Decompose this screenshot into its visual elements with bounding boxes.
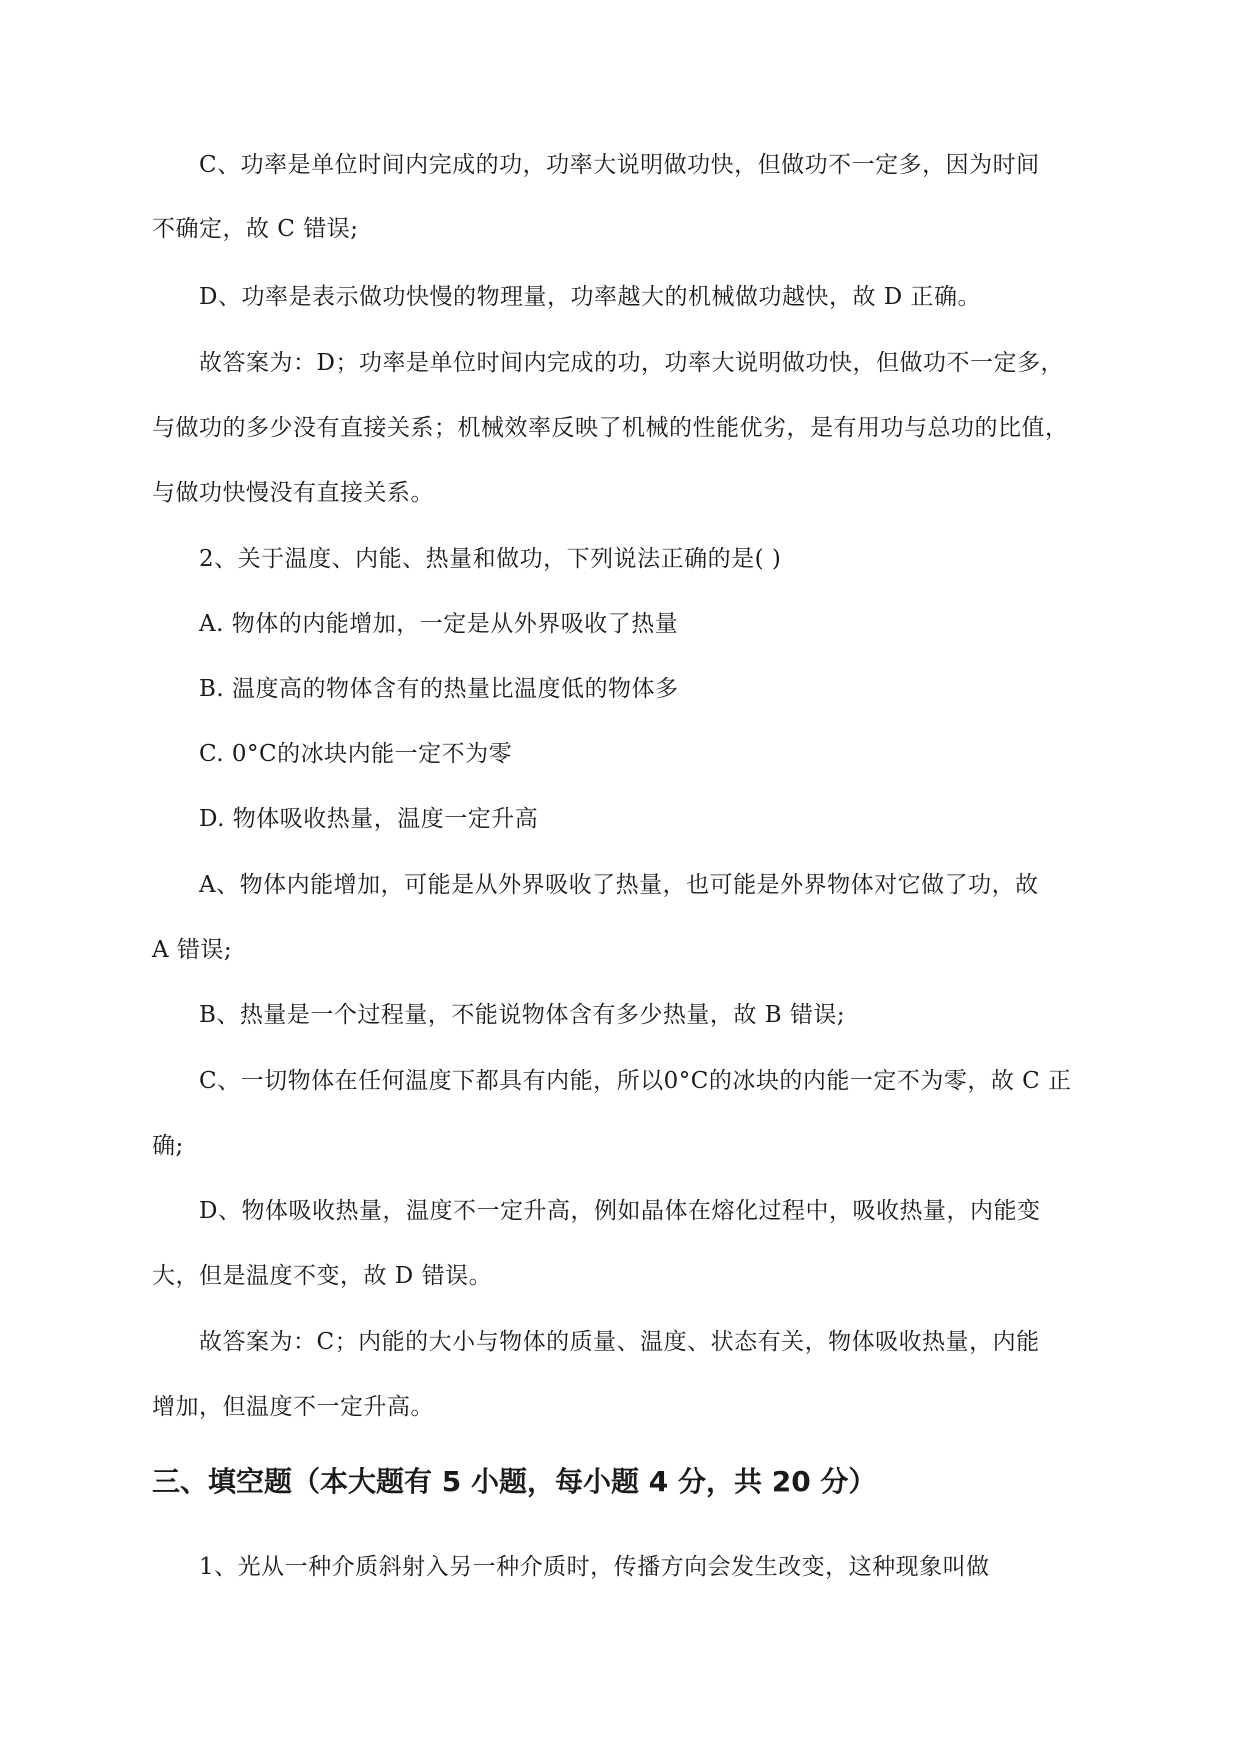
text-line: C、功率是单位时间内完成的功，功率大说明做功快，但做功不一定多，因为时间 <box>199 152 1040 178</box>
text-line: B、热量是一个过程量，不能说物体含有多少热量，故 B 错误; <box>199 1002 846 1028</box>
text-line: A 错误; <box>152 937 233 963</box>
question-text: 2、关于温度、内能、热量和做功，下列说法正确的是( ) <box>199 546 782 572</box>
option-c: C. 0°C的冰块内能一定不为零 <box>199 741 513 767</box>
text-line: 与做功的多少没有直接关系；机械效率反映了机械的性能优劣，是有用功与总功的比值， <box>152 415 1069 441</box>
option-a: A. 物体的内能增加，一定是从外界吸收了热量 <box>199 611 679 637</box>
text-line: 增加，但温度不一定升高。 <box>152 1394 434 1420</box>
option-d: D. 物体吸收热量，温度一定升高 <box>199 806 539 832</box>
text-line: D、功率是表示做功快慢的物理量，功率越大的机械做功越快，故 D 正确。 <box>199 284 982 310</box>
text-line: 确; <box>152 1133 184 1159</box>
text-line: 故答案为：C；内能的大小与物体的质量、温度、状态有关，物体吸收热量，内能 <box>199 1329 1040 1355</box>
text-line: 与做功快慢没有直接关系。 <box>152 480 434 506</box>
section-heading: 三、填空题（本大题有 5 小题，每小题 4 分，共 20 分） <box>152 1465 877 1498</box>
text-line: 不确定，故 C 错误; <box>152 216 359 242</box>
text-line: 大，但是温度不变，故 D 错误。 <box>152 1263 493 1289</box>
text-line: C、一切物体在任何温度下都具有内能，所以0°C的冰块的内能一定不为零，故 C 正 <box>199 1068 1072 1094</box>
question-text: 1、光从一种介质斜射入另一种介质时，传播方向会发生改变，这种现象叫做 <box>199 1554 990 1580</box>
text-line: A、物体内能增加，可能是从外界吸收了热量，也可能是外界物体对它做了功，故 <box>199 872 1039 898</box>
text-line: D、物体吸收热量，温度不一定升高，例如晶体在熔化过程中，吸收热量，内能变 <box>199 1198 1041 1224</box>
text-line: 故答案为：D；功率是单位时间内完成的功，功率大说明做功快，但做功不一定多， <box>199 350 1064 376</box>
option-b: B. 温度高的物体含有的热量比温度低的物体多 <box>199 676 679 702</box>
